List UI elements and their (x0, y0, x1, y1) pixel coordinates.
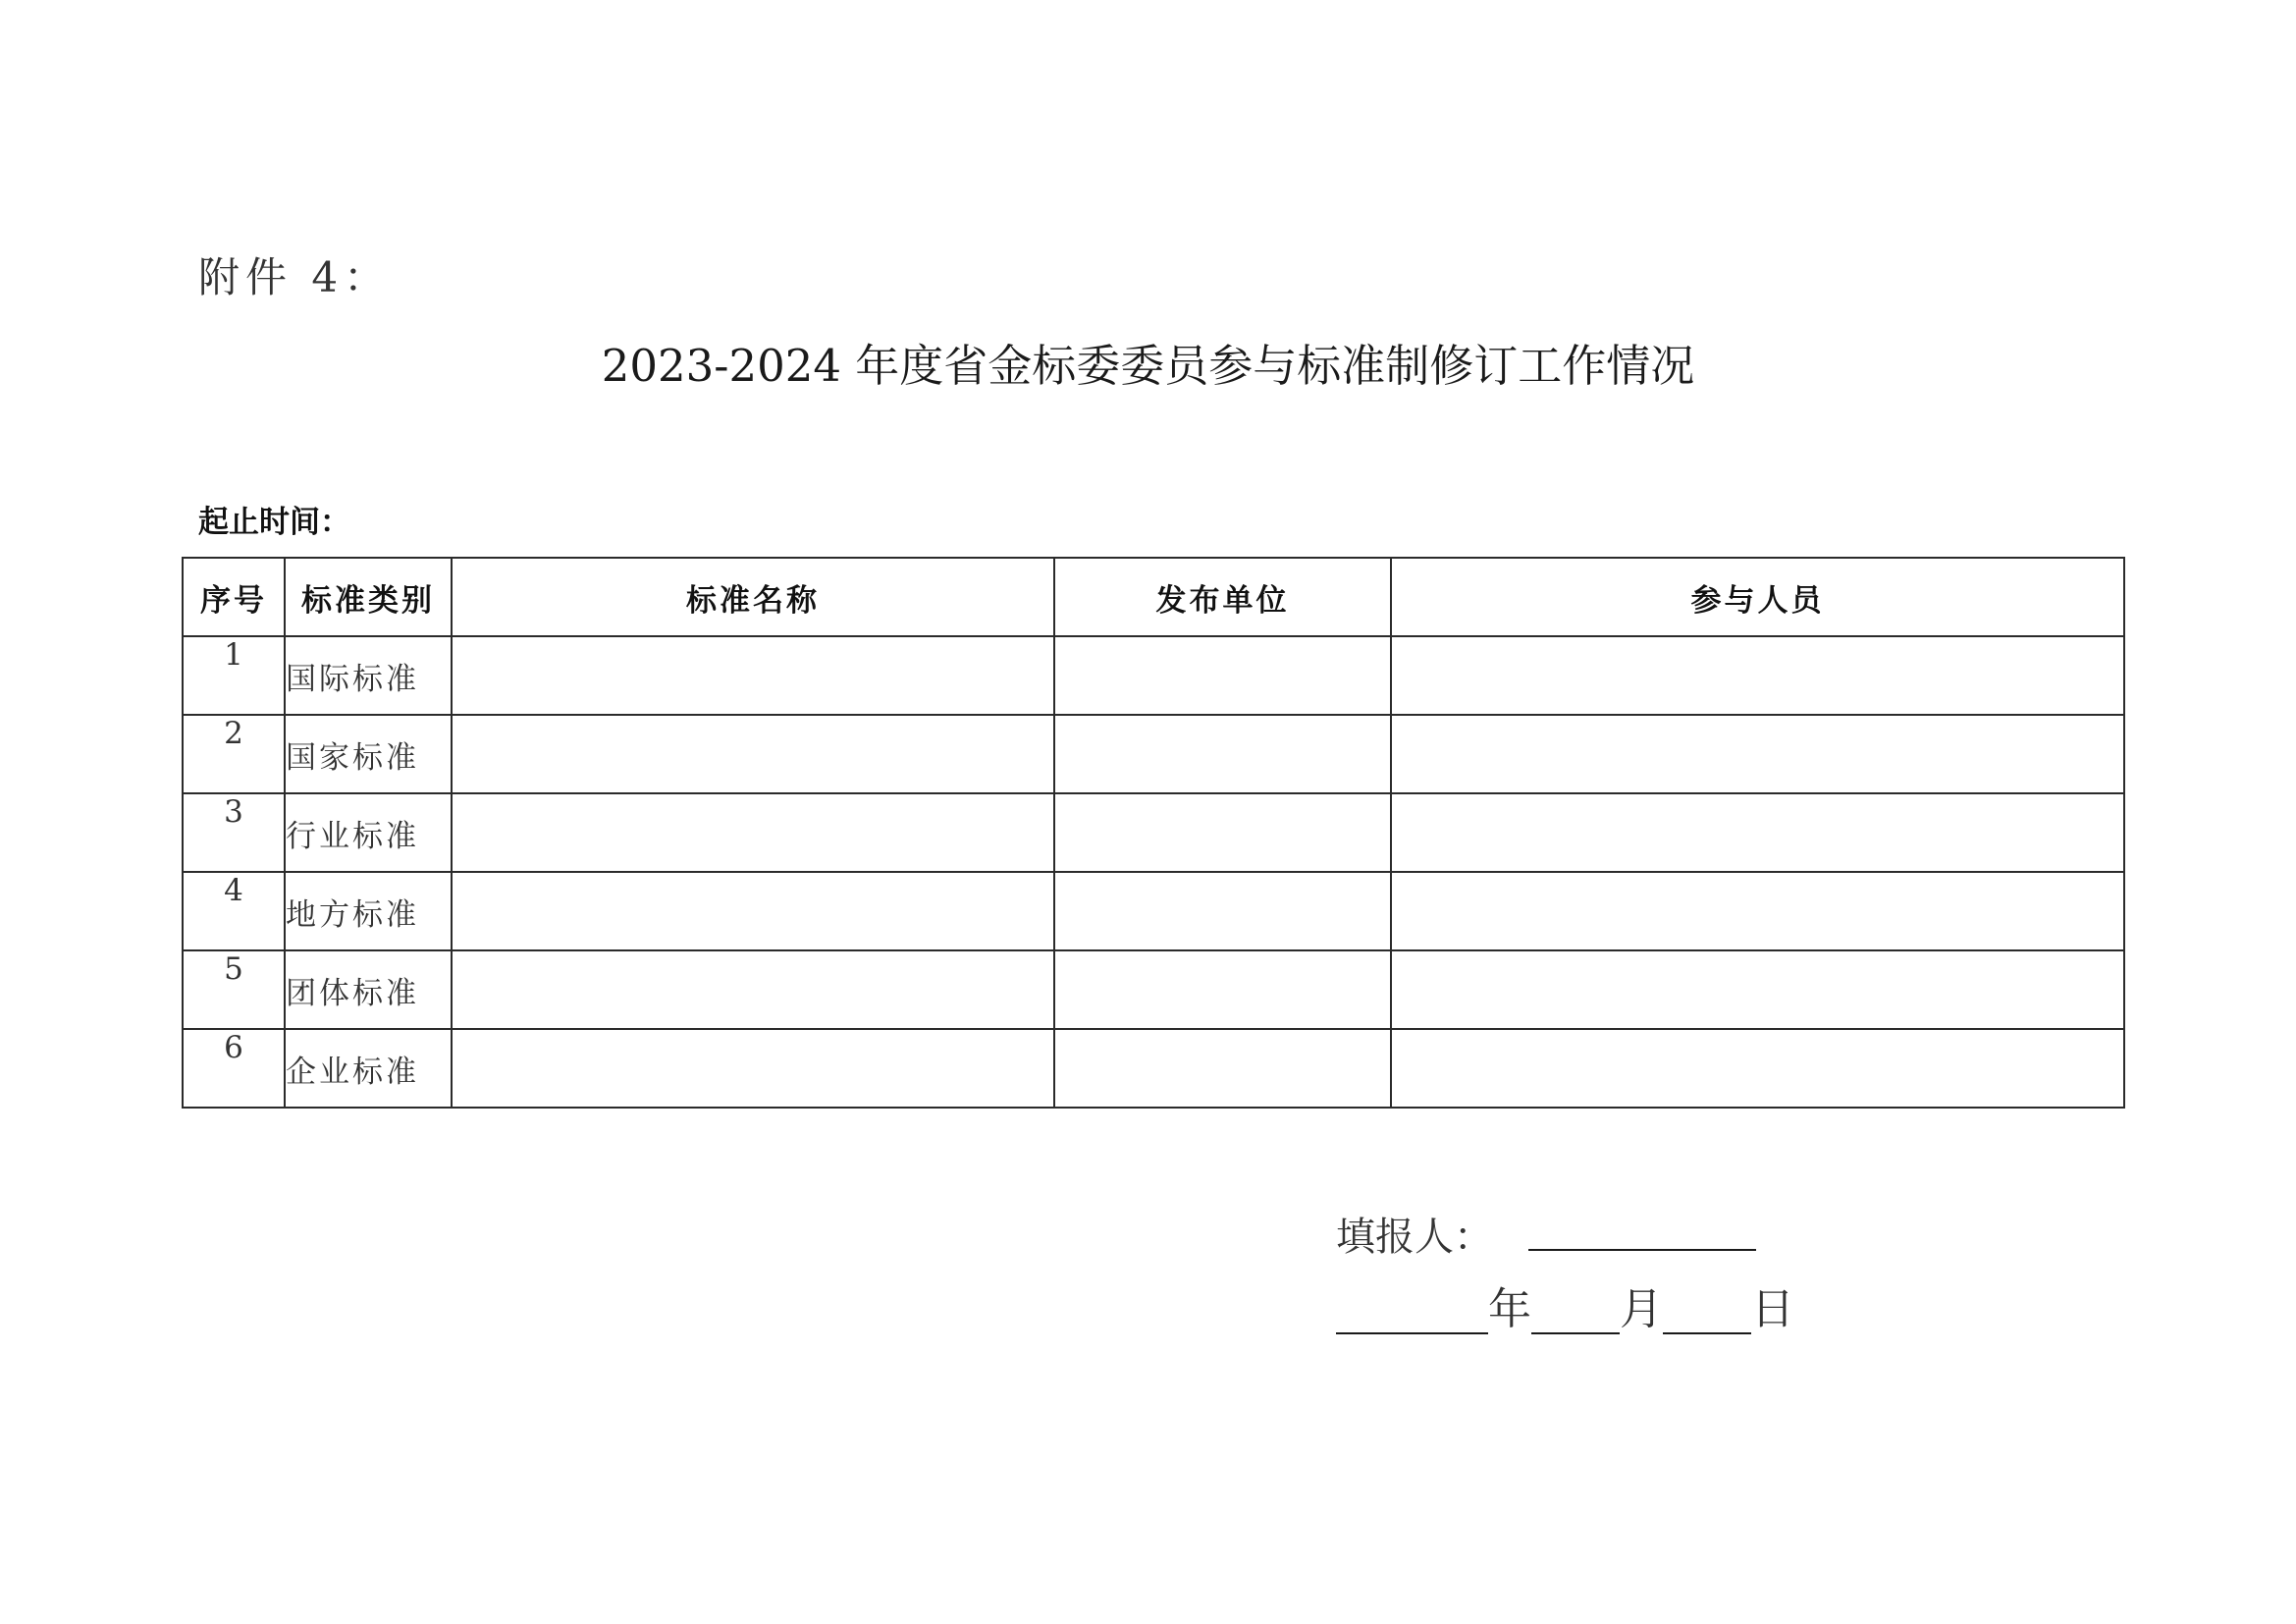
row-category: 企业标准 (285, 1029, 452, 1108)
standard-name-cell[interactable] (452, 950, 1054, 1029)
row-serial-number: 1 (183, 636, 285, 715)
row-serial-number: 3 (183, 793, 285, 872)
standard-name-cell[interactable] (452, 872, 1054, 950)
standards-table (182, 557, 2125, 1109)
publisher-cell[interactable] (1054, 950, 1391, 1029)
standard-name-cell[interactable] (452, 636, 1054, 715)
table-row (183, 636, 2124, 715)
publisher-cell[interactable] (1054, 793, 1391, 872)
attachment-label: 附件 4： (198, 253, 392, 301)
header-serial-number: 序号 (183, 558, 285, 636)
row-serial-number: 6 (183, 1029, 285, 1108)
year-blank[interactable] (1336, 1289, 1488, 1334)
month-label: 月 (1620, 1284, 1663, 1334)
header-standard-category: 标准类别 (285, 558, 452, 636)
publisher-cell[interactable] (1054, 636, 1391, 715)
standard-name-cell[interactable] (452, 793, 1054, 872)
table-row (183, 950, 2124, 1029)
participants-cell[interactable] (1391, 1029, 2124, 1108)
participants-cell[interactable] (1391, 793, 2124, 872)
participants-cell[interactable] (1391, 636, 2124, 715)
document-title: 2023-2024 年度省金标委委员参与标准制修订工作情况 (601, 340, 1695, 392)
table-row (183, 1029, 2124, 1108)
participants-cell[interactable] (1391, 715, 2124, 793)
row-category: 行业标准 (285, 793, 452, 872)
table-row (183, 715, 2124, 793)
header-publisher: 发布单位 (1054, 558, 1391, 636)
date-line (1336, 1284, 1794, 1339)
year-label: 年 (1488, 1284, 1531, 1334)
day-label: 日 (1751, 1284, 1794, 1334)
standard-name-cell[interactable] (452, 1029, 1054, 1108)
month-blank[interactable] (1531, 1289, 1620, 1334)
participants-cell[interactable] (1391, 950, 2124, 1029)
period-label: 起止时间： (198, 505, 350, 540)
participants-cell[interactable] (1391, 872, 2124, 950)
publisher-cell[interactable] (1054, 715, 1391, 793)
row-category: 地方标准 (285, 872, 452, 950)
filler-name-blank[interactable] (1528, 1249, 1756, 1251)
header-participants: 参与人员 (1391, 558, 2124, 636)
table-row (183, 793, 2124, 872)
filler-label: 填报人： (1336, 1215, 1493, 1260)
day-blank[interactable] (1663, 1289, 1751, 1334)
table-header-row (183, 558, 2124, 636)
row-category: 团体标准 (285, 950, 452, 1029)
header-standard-name: 标准名称 (452, 558, 1054, 636)
row-category: 国家标准 (285, 715, 452, 793)
row-category: 国际标准 (285, 636, 452, 715)
row-serial-number: 4 (183, 872, 285, 950)
row-serial-number: 2 (183, 715, 285, 793)
standard-name-cell[interactable] (452, 715, 1054, 793)
table-row (183, 872, 2124, 950)
row-serial-number: 5 (183, 950, 285, 1029)
publisher-cell[interactable] (1054, 872, 1391, 950)
publisher-cell[interactable] (1054, 1029, 1391, 1108)
